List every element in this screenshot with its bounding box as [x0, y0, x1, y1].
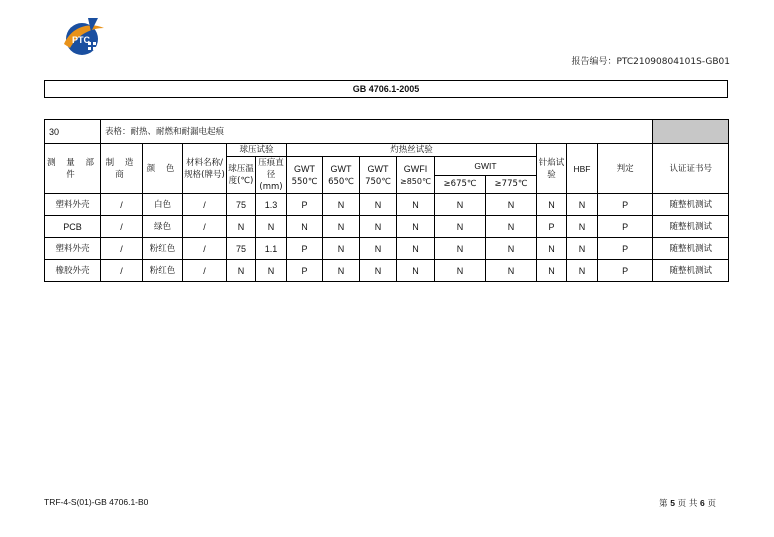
cell-material: / [183, 216, 227, 238]
col-ball-temp: 球压温度(℃) [227, 157, 256, 194]
cell-part: 塑料外壳 [45, 238, 101, 260]
cell-verdict: P [598, 238, 653, 260]
cell-gwfi: N [397, 238, 435, 260]
section-number: 30 [45, 120, 101, 144]
cell-color: 白色 [143, 194, 183, 216]
cell-gwt750: N [360, 260, 397, 282]
col-ball-test: 球压试验 [227, 144, 287, 157]
cell-ball-temp: N [227, 216, 256, 238]
cell-verdict: P [598, 216, 653, 238]
cell-gwt750: N [360, 216, 397, 238]
cell-ball-dia: N [256, 260, 287, 282]
cell-part: 塑料外壳 [45, 194, 101, 216]
cell-cert: 随整机测试 [653, 216, 729, 238]
col-gwt550: GWT 550℃ [287, 157, 323, 194]
cell-needle: N [537, 260, 567, 282]
cell-hbf: N [567, 216, 598, 238]
cell-ball-temp: 75 [227, 194, 256, 216]
cell-gwt750: N [360, 238, 397, 260]
col-glow-wire: 灼热丝试验 [287, 144, 537, 157]
section-gray-cell [653, 120, 729, 144]
col-gwt750: GWT 750℃ [360, 157, 397, 194]
table-row [45, 194, 729, 216]
col-part: 测 量 部 件 [45, 144, 101, 194]
cell-manufacturer: / [101, 194, 143, 216]
cell-part: 橡胶外壳 [45, 260, 101, 282]
cell-verdict: P [598, 260, 653, 282]
cell-gwit675: N [435, 238, 486, 260]
logo-text: PTC [72, 35, 90, 45]
col-needle: 针焰试验 [537, 144, 567, 194]
col-gwit-775: ≥775℃ [486, 175, 537, 194]
cell-gwit675: N [435, 216, 486, 238]
cell-gwt650: N [323, 238, 360, 260]
cell-gwt550: P [287, 238, 323, 260]
cell-ball-dia: 1.1 [256, 238, 287, 260]
table-row [45, 238, 729, 260]
cell-verdict: P [598, 194, 653, 216]
col-color: 颜 色 [143, 144, 183, 194]
cell-color: 粉红色 [143, 260, 183, 282]
col-cert: 认证证书号 [653, 144, 729, 194]
report-number: 报告编号：PTC21090804101S-GB01 [571, 57, 730, 67]
cell-cert: 随整机测试 [653, 260, 729, 282]
cell-manufacturer: / [101, 260, 143, 282]
cell-gwit775: N [486, 238, 537, 260]
cell-material: / [183, 238, 227, 260]
col-manufacturer: 制 造 商 [101, 144, 143, 194]
cell-gwt650: N [323, 216, 360, 238]
header-row-1 [45, 144, 729, 157]
cell-color: 绿色 [143, 216, 183, 238]
table-row [45, 216, 729, 238]
cell-gwt550: N [287, 216, 323, 238]
cell-cert: 随整机测试 [653, 194, 729, 216]
col-gwit: GWIT [435, 157, 537, 176]
cell-ball-dia: 1.3 [256, 194, 287, 216]
section-title: 表格：耐热、耐燃和耐漏电起痕 [101, 120, 653, 144]
cell-material: / [183, 260, 227, 282]
cell-gwt650: N [323, 194, 360, 216]
cell-color: 粉红色 [143, 238, 183, 260]
cell-hbf: N [567, 194, 598, 216]
cell-needle: N [537, 194, 567, 216]
col-verdict: 判定 [598, 144, 653, 194]
cell-hbf: N [567, 260, 598, 282]
page-number: 第 5 页 共 6 页 [658, 498, 716, 509]
cell-ball-temp: N [227, 260, 256, 282]
cell-gwt750: N [360, 194, 397, 216]
cell-gwt550: P [287, 260, 323, 282]
section-row [45, 120, 729, 144]
col-gwt650: GWT 650℃ [323, 157, 360, 194]
col-gwit-675: ≥675℃ [435, 175, 486, 194]
cell-gwfi: N [397, 194, 435, 216]
cell-ball-dia: N [256, 216, 287, 238]
cell-part: PCB [45, 216, 101, 238]
cell-gwit775: N [486, 260, 537, 282]
cell-manufacturer: / [101, 238, 143, 260]
cell-gwfi: N [397, 260, 435, 282]
cell-manufacturer: / [101, 216, 143, 238]
col-ball-dia: 压痕直径(mm) [256, 157, 287, 194]
form-code: TRF-4-S(01)-GB 4706.1-B0 [44, 497, 149, 507]
table-row [45, 260, 729, 282]
cell-needle: P [537, 216, 567, 238]
cell-gwfi: N [397, 216, 435, 238]
cell-hbf: N [567, 238, 598, 260]
cell-gwt550: P [287, 194, 323, 216]
company-logo [58, 14, 108, 58]
cell-cert: 随整机测试 [653, 238, 729, 260]
cell-ball-temp: 75 [227, 238, 256, 260]
results-table [44, 119, 729, 282]
cell-material: / [183, 194, 227, 216]
col-hbf: HBF [567, 144, 598, 194]
cell-gwit675: N [435, 260, 486, 282]
table-body [45, 194, 729, 282]
cell-gwit675: N [435, 194, 486, 216]
cell-gwt650: N [323, 260, 360, 282]
standard-title: GB 4706.1-2005 [44, 80, 728, 98]
col-material: 材料名称/规格(牌号) [183, 144, 227, 194]
cell-needle: N [537, 238, 567, 260]
cell-gwit775: N [486, 194, 537, 216]
cell-gwit775: N [486, 216, 537, 238]
col-gwfi: GWFI ≥850℃ [397, 157, 435, 194]
